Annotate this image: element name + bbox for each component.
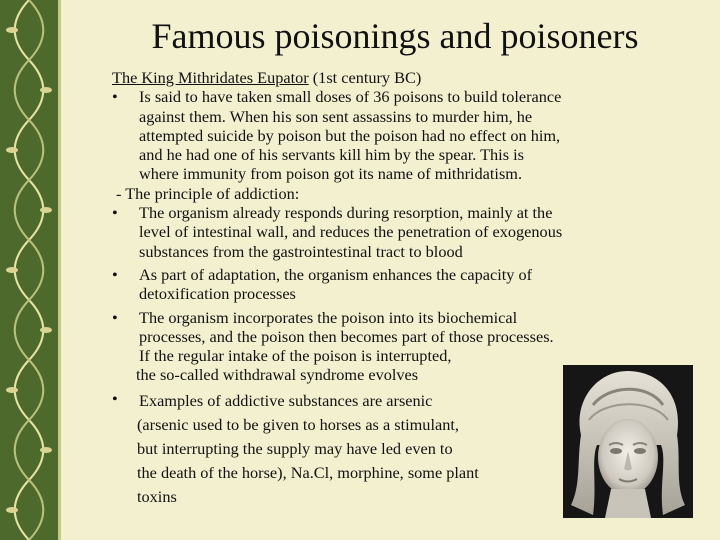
bullet-3-line: detoxification processes (139, 284, 296, 304)
bullet-1-line: Is said to have taken small doses of 36 poisons to build tolerance (139, 87, 562, 107)
bullet-icon: • (112, 307, 118, 327)
marble-bust-icon (563, 365, 693, 518)
bullet-4-line: If the regular intake of the poison is interrupted, (139, 346, 452, 366)
bullet-1-line: and he had one of his servants kill him by the spear. This is (139, 145, 524, 165)
bullet-item-1 (112, 87, 672, 183)
bullet-5-line: toxins (137, 486, 177, 506)
bullet-2-line: The organism already responds during resorption, mainly at the (139, 203, 553, 223)
bullet-item-2 (112, 203, 672, 261)
bullet-5-line: but interrupting the supply may have led even to (137, 438, 453, 458)
bullet-2-line: substances from the gastrointestinal tract to blood (139, 241, 463, 261)
bullet-5-line: the death of the horse), Na.Cl, morphine, some plant (137, 462, 479, 482)
principle-heading: - The principle of addiction: (116, 183, 300, 203)
king-era: (1st century BC) (308, 68, 422, 87)
bullet-icon: • (112, 87, 118, 107)
bullet-4-line: The organism incorporates the poison into its biochemical (139, 307, 518, 327)
bullet-5-line: (arsenic used to be given to horses as a stimulant, (137, 414, 459, 434)
mithridates-bust-image (563, 365, 693, 518)
decorative-border (0, 0, 61, 540)
bullet-5-line: Examples of addictive substances are arsenic (139, 390, 433, 410)
bullet-icon: • (112, 203, 118, 223)
bullet-1-line: attempted suicide by poison but the poison had no effect on him, (139, 125, 561, 145)
bullet-1-line: against them. When his son sent assassins to murder him, he (139, 106, 533, 126)
bullet-4-line: processes, and the poison then becomes part of those processes. (139, 326, 554, 346)
vine-pattern-icon (0, 0, 58, 540)
king-name: The King Mithridates Eupator (112, 68, 309, 87)
bullet-icon: • (112, 388, 118, 408)
intro-line (112, 68, 672, 87)
bullet-item-3 (112, 265, 672, 304)
bullet-icon: • (112, 264, 118, 284)
bullet-3-line: As part of adaptation, the organism enhances the capacity of (139, 264, 533, 284)
bullet-1-line: where immunity from poison got its name of mithridatism. (139, 164, 523, 184)
slide-title: Famous poisonings and poisoners (151, 16, 639, 56)
bullet-2-line: level of intestinal wall, and reduces the penetration of exogenous (139, 222, 563, 242)
bullet-4-line: the so-called withdrawal syndrome evolves (136, 365, 419, 385)
